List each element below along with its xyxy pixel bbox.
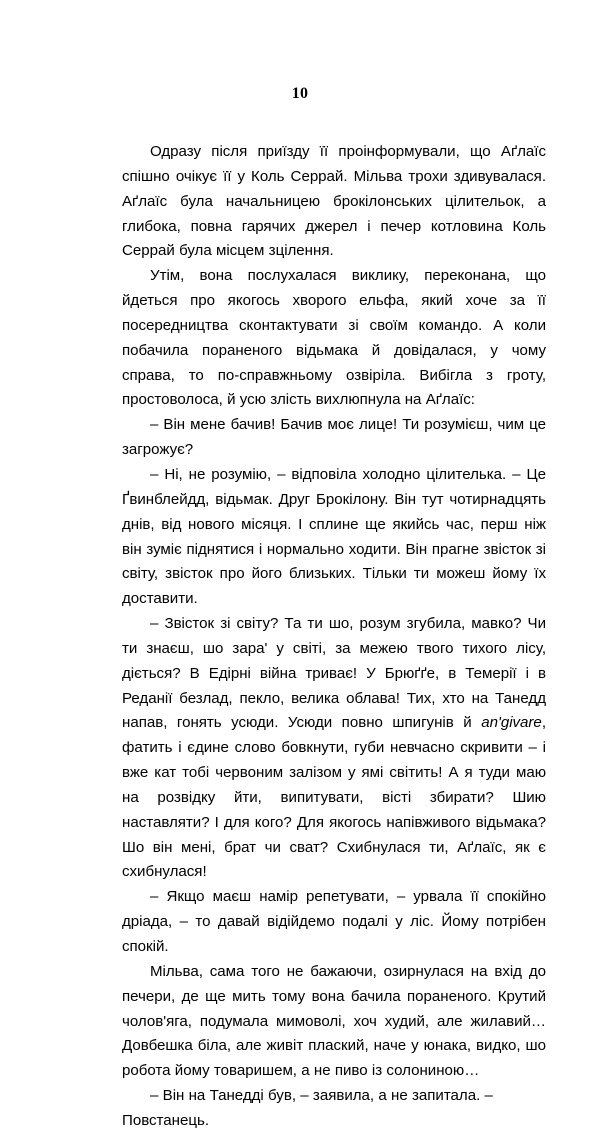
body-text-block: [122, 140, 546, 1134]
paragraph: Одразу після приїзду її проінформували, що Аґлаїс спішно очікує її у Коль Серрай. Мільва трохи здивувалася. Аґлаїс була начальницею брокілонських цілительок, а глибока, повна гарячих джерел і печер котловина Коль Серрай була місцем зцілення.: [122, 143, 546, 260]
paragraph: Утім, вона послухалася виклику, переконана, що йдеться про якогось хворого ельфа, який хоче за її посередництва сконтактувати зі своїм командо. А коли побачила пораненого відьмака й довідалася, у чому справа, то по-справжньому озвіріла. Вибігла з гроту, простоволоса, й усю злість вихлюпнула на Аґлаїс:: [122, 267, 546, 409]
paragraph-dialogue: [122, 612, 546, 885]
page-number: 10: [291, 85, 309, 102]
paragraph: Мільва, сама того не бажаючи, озирнулася на вхід до печери, де ще мить тому вона бачила пораненого. Крутий чолов'яга, подумала мимоволі, хоч худий, але жилавий… Довбешка біла, але живіт плаский, наче у юнака, видко, шо робота йому товаришем, а не пиво із солониною…: [122, 962, 546, 1080]
dialogue-text-after-foreign-term: , фатить і єдине слово бовкнути, губи невчасно скривити – і вже кат тобі червоним залізом у ямі світить! А я туди маю на розвідку йти, випитувати, вісті збирати? Шию наставляти? І для кого? Для якогось напівживого відьмака? Шо він мені, брат чи сват? Схибнулася ти, Аґлаїс, як є схибнулася!: [122, 714, 546, 881]
foreign-term-italic: an'givare: [481, 714, 542, 732]
paragraph-dialogue: – Він мене бачив! Бачив моє лице! Ти розумієш, чим це загрожує?: [122, 416, 546, 459]
paragraph-dialogue: – Ні, не розумію, – відповіла холодно цілителька. – Це Ґвинблейдд, відьмак. Друг Брокілону. Він тут чотирнадцять днів, від нового місяця. І сплине ще якийсь час, перш ніж він зуміє піднятися і нормально ходити. Він прагне звісток зі світу, звісток про його близьких. Тільки ти можеш йому їх доставити.: [122, 465, 546, 608]
dialogue-text-before-foreign-term: – Звісток зі світу? Та ти шо, розум згубила, мавко? Чи ти знаєш, шо зара' у світі, за межею твого тихого лісу, діється? В Едірні війна триває! У Брюґґе, в Темерії і в Реданії безлад, пекло, велика облава! Тих, хто на Танедд напав, гонять усюди. Усюди повно шпигунів й: [122, 615, 546, 732]
paragraph-dialogue: – Він на Танедді був, – заявила, а не запитала. – Повстанець.: [122, 1087, 493, 1129]
paragraph-dialogue: – Якщо маєш намір репетувати, – урвала її спокійно дріада, – то давай відійдемо подалі у ліс. Йому потрібен спокій.: [122, 888, 546, 955]
